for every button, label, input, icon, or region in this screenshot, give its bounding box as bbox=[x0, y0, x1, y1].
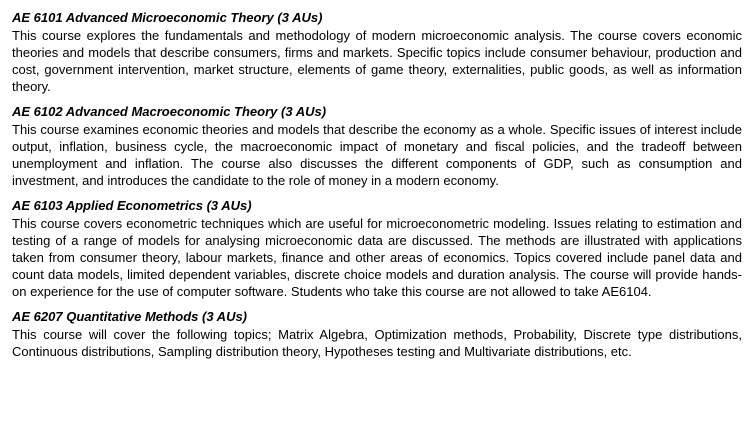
course-title: AE 6207 Quantitative Methods (3 AUs) bbox=[12, 309, 248, 324]
course-description: This course covers econometric techniques which are useful for microeconometric modeling. Issues relating to estimation and testing of a range of models for analysing microeconomic data are discussed. The methods are illustrated with applications taken from consumer theory, labour markets, finance and other areas of economics. Topics covered include panel data and count data models, limited dependent variables, discrete choice models and duration analysis. The course will provide hands-on experience for the use of computer software. Students who take this course are not allowed to take AE6104. bbox=[12, 216, 742, 299]
course-description: This course will cover the following topics; Matrix Algebra, Optimization methods, Probability, Discrete type distributions, Continuous distributions, Sampling distribution theory, Hypotheses testing and Multivariate distributions, etc. bbox=[12, 327, 742, 359]
course-entry-ae6102 bbox=[12, 103, 742, 189]
course-entry-ae6103 bbox=[12, 197, 742, 300]
course-title: AE 6101 Advanced Microeconomic Theory (3 AUs) bbox=[12, 10, 323, 25]
course-entry-ae6101 bbox=[12, 9, 742, 95]
course-description: This course examines economic theories and models that describe the economy as a whole. Specific issues of interest include output, inflation, business cycle, the macroeconomic impact of monetary and fiscal policies, and the tradeoff between unemployment and inflation. The course also discusses the different components of GDP, such as consumption and investment, and introduces the candidate to the role of money in a modern economy. bbox=[12, 122, 742, 188]
course-description: This course explores the fundamentals and methodology of modern microeconomic analysis. The course covers economic theories and models that describe consumers, firms and markets. Specific topics include consumer behaviour, production and cost, government intervention, market structure, elements of game theory, externalities, public goods, as well as information theory. bbox=[12, 28, 742, 94]
course-entry-ae6207 bbox=[12, 308, 742, 360]
course-title: AE 6102 Advanced Macroeconomic Theory (3 AUs) bbox=[12, 104, 327, 119]
course-title: AE 6103 Applied Econometrics (3 AUs) bbox=[12, 198, 252, 213]
